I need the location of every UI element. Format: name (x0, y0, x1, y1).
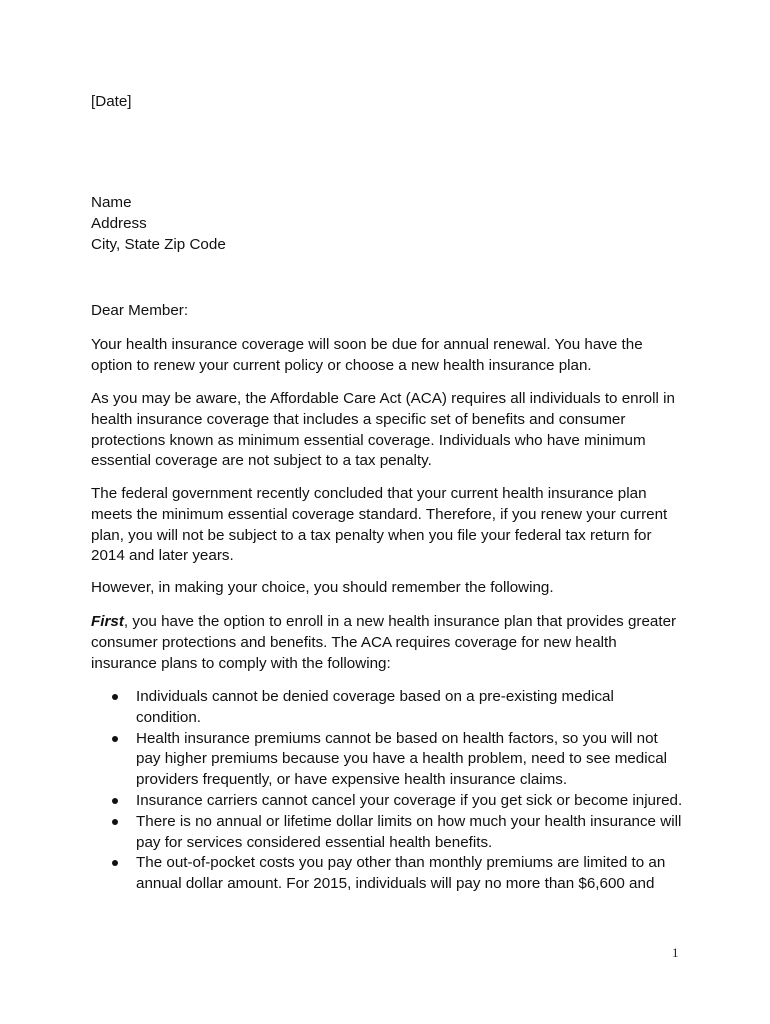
paragraph-line: 2014 and later years. (91, 547, 234, 565)
list-item-out-of-pocket (91, 853, 711, 895)
letter-date (91, 92, 691, 113)
list-item-dollar-limits (91, 812, 711, 854)
list-item-line: condition. (136, 708, 202, 726)
recipient-name: Name (91, 194, 132, 211)
salutation (91, 301, 691, 322)
paragraph-line: plan, you will not be subject to a tax penalty when you file your federal tax return for (91, 526, 652, 544)
salutation-line: Dear Member: (91, 302, 189, 319)
list-item-line: annual dollar amount. For 2015, individuals will pay no more than $6,600 and (136, 875, 655, 893)
aca-requirements-list (91, 687, 711, 895)
paragraph-line: As you may be aware, the Affordable Care Act (ACA) requires all individuals to enroll in (91, 390, 675, 407)
paragraph-line: However, in making your choice, you should remember the following. (91, 579, 554, 596)
paragraph-federal-conclusion (91, 484, 691, 567)
list-item-line: The out-of-pocket costs you pay other than monthly premiums are limited to an (136, 854, 666, 872)
paragraph-line: insurance plans to comply with the following: (91, 654, 391, 672)
recipient-address: Address (91, 214, 147, 232)
paragraph-aca-requirement (91, 389, 691, 472)
page-number: 1 (672, 945, 679, 960)
paragraph-line (91, 612, 691, 633)
list-item-cancellation (91, 791, 711, 812)
first-emphasis: First (91, 613, 124, 630)
list-item-line: There is no annual or lifetime dollar limits on how much your health insurance will (136, 812, 682, 830)
bullet-icon (112, 860, 118, 866)
bullet-icon (112, 798, 118, 804)
paragraph-renewal (91, 335, 691, 377)
list-item-line: pay higher premiums because you have a health problem, need to see medical (136, 750, 668, 768)
date-line: [Date] (91, 93, 132, 110)
list-item-line: Insurance carriers cannot cancel your coverage if you get sick or become injured. (136, 791, 683, 809)
paragraph-first-option (91, 612, 691, 674)
bullet-icon (112, 819, 118, 825)
list-item-line: Individuals cannot be denied coverage based on a pre-existing medical (136, 688, 614, 705)
paragraph-remember (91, 578, 691, 599)
recipient-address-block (91, 193, 691, 255)
paragraph-line: meets the minimum essential coverage standard. Therefore, if you renew your current (91, 505, 668, 523)
recipient-city-state-zip: City, State Zip Code (91, 235, 226, 253)
list-item-line: providers frequently, or have expensive health insurance claims. (136, 771, 568, 789)
paragraph-line: Your health insurance coverage will soon be due for annual renewal. You have the (91, 336, 643, 353)
first-line-rest: , you have the option to enroll in a new health insurance plan that provides greater (123, 613, 677, 630)
list-item-preexisting-condition (91, 687, 711, 729)
list-item-line: Health insurance premiums cannot be based on health factors, so you will not (136, 729, 658, 747)
paragraph-line: consumer protections and benefits. The ACA requires coverage for new health (91, 633, 617, 651)
paragraph-line: protections known as minimum essential coverage. Individuals who have minimum (91, 431, 646, 449)
paragraph-line: option to renew your current policy or choose a new health insurance plan. (91, 356, 592, 374)
paragraph-line: essential coverage are not subject to a tax penalty. (91, 452, 432, 470)
paragraph-line: health insurance coverage that includes a specific set of benefits and consumer (91, 410, 626, 428)
paragraph-line: The federal government recently concluded that your current health insurance plan (91, 485, 647, 502)
list-item-premiums (91, 729, 711, 791)
list-item-line: pay for services considered essential health benefits. (136, 833, 493, 851)
bullet-icon (112, 694, 118, 700)
bullet-icon (112, 736, 118, 742)
